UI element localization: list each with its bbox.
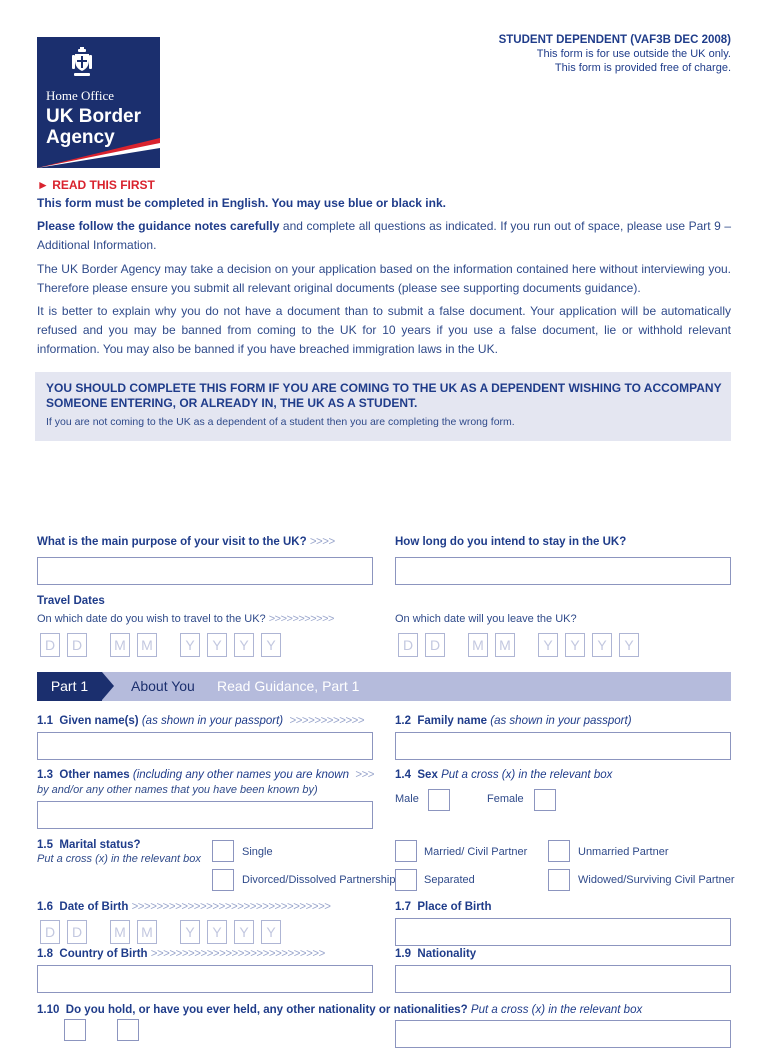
leave-date-day-1-cell[interactable]: D — [398, 633, 418, 657]
dob-date-year-4-cell[interactable]: Y — [261, 920, 281, 944]
family-name-field[interactable] — [395, 732, 731, 760]
widowed-checkbox[interactable] — [548, 869, 570, 891]
widowed-label: Widowed/Surviving Civil Partner — [578, 874, 735, 886]
dob-date-year-2-cell[interactable]: Y — [207, 920, 227, 944]
divorced-checkbox[interactable] — [212, 869, 234, 891]
married-checkbox[interactable] — [395, 840, 417, 862]
nationality-label: 1.9 Nationality — [395, 948, 477, 960]
leave-date-input[interactable] — [398, 633, 648, 659]
male-checkbox[interactable] — [428, 789, 450, 811]
separated-label: Separated — [424, 874, 475, 886]
other-nationality-yes-checkbox[interactable] — [64, 1019, 86, 1041]
nationality-field[interactable] — [395, 965, 731, 993]
dob-label: 1.6 Date of Birth >>>>>>>>>>>>>>>>>>>>>>>>>>>>>>>> — [37, 901, 331, 913]
royal-crest-icon — [71, 47, 93, 79]
other-names-field[interactable] — [37, 801, 373, 829]
part1-arrow — [102, 672, 114, 700]
dob-date-day-1-cell[interactable]: D — [40, 920, 60, 944]
dob-input[interactable] — [40, 920, 290, 946]
leave-date-month-1-cell[interactable]: M — [468, 633, 488, 657]
instruction-guidance: Please follow the guidance notes carefully and complete all questions as indicated. If you run out of space, please use Part 9 – Additional Information. — [37, 219, 732, 252]
marital-status-note: Put a cross (x) in the relevant box — [37, 853, 201, 865]
unmarried-checkbox[interactable] — [548, 840, 570, 862]
single-label: Single — [242, 846, 273, 858]
travel-date-year-2-cell[interactable]: Y — [207, 633, 227, 657]
part1-label: Part 1 — [37, 672, 102, 701]
read-this-first: ► READ THIS FIRST — [37, 178, 155, 192]
country-of-birth-label: 1.8 Country of Birth >>>>>>>>>>>>>>>>>>>>>>>>>>>> — [37, 948, 325, 960]
country-of-birth-field[interactable] — [37, 965, 373, 993]
leave-date-question: On which date will you leave the UK? — [395, 613, 577, 625]
divorced-label: Divorced/Dissolved Partnership — [242, 874, 396, 886]
dob-date-year-1-cell[interactable]: Y — [180, 920, 200, 944]
dob-date-month-1-cell[interactable]: M — [110, 920, 130, 944]
given-name-label: 1.1 Given name(s) (as shown in your passport) >>>>>>>>>>>> — [37, 715, 365, 727]
family-name-label: 1.2 Family name (as shown in your passport) — [395, 715, 632, 727]
form-free-note: This form is provided free of charge. — [554, 62, 731, 74]
travel-date-day-1-cell[interactable]: D — [40, 633, 60, 657]
dob-date-month-2-cell[interactable]: M — [137, 920, 157, 944]
uk-border-agency-logo — [37, 37, 160, 168]
leave-date-year-1-cell[interactable]: Y — [538, 633, 558, 657]
married-label: Married/ Civil Partner — [424, 846, 528, 858]
dob-date-year-3-cell[interactable]: Y — [234, 920, 254, 944]
other-names-label: 1.3 Other names (including any other names you are known >>> — [37, 769, 375, 781]
travel-dates-heading: Travel Dates — [37, 595, 105, 607]
instruction-decision: The UK Border Agency may take a decision on your application based on the information contained here without interviewing you. Therefore please ensure you submit all relevant original documents (please see supporting documents guidance). — [37, 262, 731, 295]
given-name-field[interactable] — [37, 732, 373, 760]
leave-date-month-2-cell[interactable]: M — [495, 633, 515, 657]
female-checkbox[interactable] — [534, 789, 556, 811]
travel-date-input[interactable] — [40, 633, 290, 659]
place-of-birth-field[interactable] — [395, 918, 731, 946]
travel-date-month-2-cell[interactable]: M — [137, 633, 157, 657]
place-of-birth-label: 1.7 Place of Birth — [395, 901, 492, 913]
unmarried-label: Unmarried Partner — [578, 846, 669, 858]
travel-date-question: On which date do you wish to travel to the UK? >>>>>>>>>>> — [37, 613, 334, 625]
single-checkbox[interactable] — [212, 840, 234, 862]
purpose-field[interactable] — [37, 557, 373, 585]
separated-checkbox[interactable] — [395, 869, 417, 891]
travel-date-year-1-cell[interactable]: Y — [180, 633, 200, 657]
eligibility-notice — [35, 372, 731, 441]
notice-heading: YOU SHOULD COMPLETE THIS FORM IF YOU ARE COMING TO THE UK AS A DEPENDENT WISHING TO ACCOMPANY SOMEONE ENTERING, OR ALREADY IN, THE UK AS A STUDENT. — [46, 381, 722, 410]
female-label: Female — [487, 793, 524, 805]
form-usage-note: This form is for use outside the UK only. — [536, 48, 731, 60]
travel-date-day-2-cell[interactable]: D — [67, 633, 87, 657]
leave-date-year-4-cell[interactable]: Y — [619, 633, 639, 657]
other-nationality-no-checkbox[interactable] — [117, 1019, 139, 1041]
travel-date-year-3-cell[interactable]: Y — [234, 633, 254, 657]
travel-date-month-1-cell[interactable]: M — [110, 633, 130, 657]
stay-field[interactable] — [395, 557, 731, 585]
instruction-english: This form must be completed in English. You may use blue or black ink. — [37, 196, 446, 210]
notice-subtext: If you are not coming to the UK as a dependent of a student then you are completing the wrong form. — [46, 416, 515, 428]
marital-status-label: 1.5 Marital status? — [37, 839, 141, 851]
logo-agency-name: UK Border Agency — [46, 106, 142, 148]
other-nationality-field[interactable] — [395, 1020, 731, 1048]
part1-title: About You — [131, 678, 195, 694]
other-names-note: by and/or any other names that you have been known by) — [37, 784, 318, 796]
travel-date-year-4-cell[interactable]: Y — [261, 633, 281, 657]
purpose-question: What is the main purpose of your visit to the UK? >>>> — [37, 536, 335, 548]
male-label: Male — [395, 793, 419, 805]
other-nationality-label: 1.10 Do you hold, or have you ever held, any other nationality or nationalities? Put a cross (x) in the relevant box — [37, 1004, 643, 1016]
logo-home-office: Home Office — [46, 88, 114, 103]
leave-date-year-3-cell[interactable]: Y — [592, 633, 612, 657]
form-title: STUDENT DEPENDENT (VAF3B DEC 2008) — [498, 34, 731, 46]
part1-guidance: Read Guidance, Part 1 — [217, 678, 360, 694]
sex-label: 1.4 Sex Put a cross (x) in the relevant box — [395, 769, 613, 781]
part1-header — [37, 672, 731, 701]
leave-date-day-2-cell[interactable]: D — [425, 633, 445, 657]
instruction-false-document: It is better to explain why you do not have a document than to submit a false document. Your application will be automatically refused and you may be banned from coming to the UK for 10 years if you use a false document, lie or withhold relevant information. You may also be banned if you have breached immigration laws in the UK. — [37, 304, 731, 356]
dob-date-day-2-cell[interactable]: D — [67, 920, 87, 944]
stay-question: How long do you intend to stay in the UK? — [395, 536, 627, 548]
leave-date-year-2-cell[interactable]: Y — [565, 633, 585, 657]
form-header — [499, 33, 731, 75]
